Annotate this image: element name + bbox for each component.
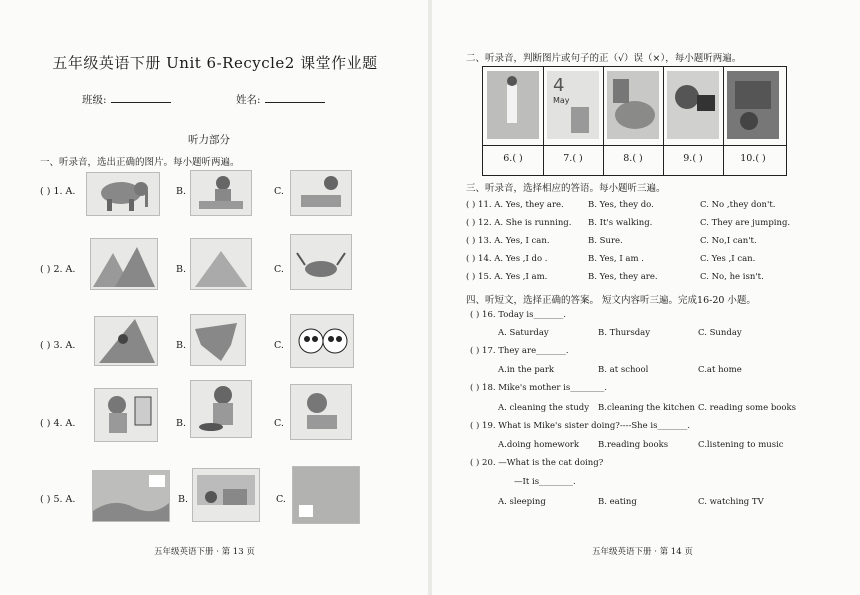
q3-c: C. (274, 340, 284, 351)
photo-6 (487, 71, 539, 139)
table-cell-7 (543, 67, 604, 175)
animal-image (290, 234, 352, 290)
q2-c: C. (274, 264, 284, 275)
q3-label: ( ) 3. A. (40, 340, 76, 351)
q17-c: C.at home (698, 365, 742, 375)
q13-b: B. Sure. (588, 236, 623, 246)
scene-photo-a (92, 470, 170, 522)
q16-a: A. Saturday (498, 328, 549, 338)
q11-a: ( ) 11. A. Yes, they are. (466, 200, 564, 210)
mountains-image (90, 238, 158, 290)
child-writing-image (190, 170, 252, 216)
listening-heading: 听力部分 (188, 134, 230, 146)
section1-heading: 一、听录音，选出正确的图片。每小题听两遍。 (40, 157, 240, 168)
class-blank (111, 92, 171, 103)
q4-b: B. (176, 418, 187, 429)
q18-c: C. reading some books (698, 403, 797, 413)
q16-c: C. Sunday (698, 328, 742, 338)
label-6: 6.( ) (503, 153, 523, 164)
q19-stem: ( ) 19. What is Mike's sister doing?----She is_______. (470, 421, 690, 431)
elephant-image (86, 172, 160, 216)
q15-a: ( ) 15. A. Yes ,I am. (466, 272, 548, 282)
judgement-table (482, 66, 787, 176)
q1-b: B. (176, 186, 187, 197)
q12-a: ( ) 12. A. She is running. (466, 218, 572, 228)
q2-label: ( ) 2. A. (40, 264, 76, 275)
q13-a: ( ) 13. A. Yes, I can. (466, 236, 550, 246)
q11-c: C. No ,they don't. (700, 200, 776, 210)
left-page (0, 0, 428, 595)
q19-b: B.reading books (598, 440, 669, 450)
table-cell-10 (723, 67, 783, 175)
q20-stem: ( ) 20. —What is the cat doing? (470, 458, 604, 468)
q17-b: B. at school (598, 365, 649, 375)
q5-label: ( ) 5. A. (40, 494, 76, 505)
scene-photo-c (292, 466, 360, 524)
q5-c: C. (276, 494, 286, 505)
q14-b: B. Yes, I am . (588, 254, 644, 264)
q18-a: A. cleaning the study (498, 403, 590, 413)
woman-cooking-image (190, 380, 252, 438)
q19-c: C.listening to music (698, 440, 784, 450)
q18-stem: ( ) 18. Mike's mother is________. (470, 383, 607, 393)
q18-b: B.cleaning the kitchen (598, 403, 695, 413)
q16-b: B. Thursday (598, 328, 651, 338)
worksheet-title: 五年级英语下册 Unit 6-Recycle2 课堂作业题 (52, 54, 378, 72)
class-label: 班级: (82, 94, 107, 106)
q17-a: A.in the park (498, 365, 555, 375)
q1-label: ( ) 1. A. (40, 186, 76, 197)
q5-b: B. (178, 494, 189, 505)
name-field (236, 92, 325, 107)
left-footer: 五年级英语下册 · 第 13 页 (154, 547, 255, 557)
table-cell-6 (483, 67, 544, 175)
q12-b: B. It's walking. (588, 218, 653, 228)
q4-label: ( ) 4. A. (40, 418, 76, 429)
photo-9 (667, 71, 719, 139)
calendar-month: May (553, 96, 570, 105)
q4-c: C. (274, 418, 284, 429)
q13-c: C. No,I can't. (700, 236, 757, 246)
class-field (82, 92, 171, 107)
section3-heading: 三、听录音，选择相应的答语。每小题听三遍。 (466, 183, 666, 194)
label-7: 7.( ) (563, 153, 583, 164)
label-10: 10.( ) (740, 153, 766, 164)
label-8: 8.( ) (623, 153, 643, 164)
pandas-image (290, 314, 354, 368)
q14-c: C. Yes ,I can. (700, 254, 756, 264)
q20-a: A. sleeping (498, 497, 546, 507)
name-label: 姓名: (236, 94, 261, 106)
girl-painting-image (94, 388, 158, 442)
name-blank (265, 92, 325, 103)
calendar-photo-7 (547, 71, 599, 139)
calendar-number: 4 (553, 75, 565, 96)
q20-it: —It is________. (514, 477, 576, 487)
q16-stem: ( ) 16. Today is_______. (470, 310, 566, 320)
q14-a: ( ) 14. A. Yes ,I do . (466, 254, 548, 264)
section4-heading: 四、听短文，选择正确的答案。 短文内容听三遍。完成16-20 小题。 (466, 295, 756, 306)
q15-b: B. Yes, they are. (588, 272, 658, 282)
q3-b: B. (176, 340, 187, 351)
right-footer: 五年级英语下册 · 第 14 页 (592, 547, 693, 557)
q12-c: C. They are jumping. (700, 218, 791, 228)
child-drawing-image (290, 170, 352, 216)
q20-b: B. eating (598, 497, 637, 507)
girl-reading-image (290, 384, 352, 440)
climbing-image (94, 316, 158, 366)
q17-stem: ( ) 17. They are_______. (470, 346, 569, 356)
q15-c: C. No, he isn't. (700, 272, 764, 282)
q2-b: B. (176, 264, 187, 275)
table-cell-8 (603, 67, 664, 175)
q19-a: A.doing homework (498, 440, 580, 450)
q11-b: B. Yes, they do. (588, 200, 654, 210)
q1-c: C. (274, 186, 284, 197)
rock-image (190, 314, 246, 366)
label-9: 9.( ) (683, 153, 703, 164)
q20-c: C. watching TV (698, 497, 764, 507)
photo-10 (727, 71, 779, 139)
scene-photo-b (192, 468, 260, 522)
hill-image (190, 238, 252, 290)
photo-8 (607, 71, 659, 139)
section2-heading: 二、听录音，判断图片或句子的正（√）误（×），每小题听两遍。 (466, 53, 742, 64)
table-cell-9 (663, 67, 724, 175)
